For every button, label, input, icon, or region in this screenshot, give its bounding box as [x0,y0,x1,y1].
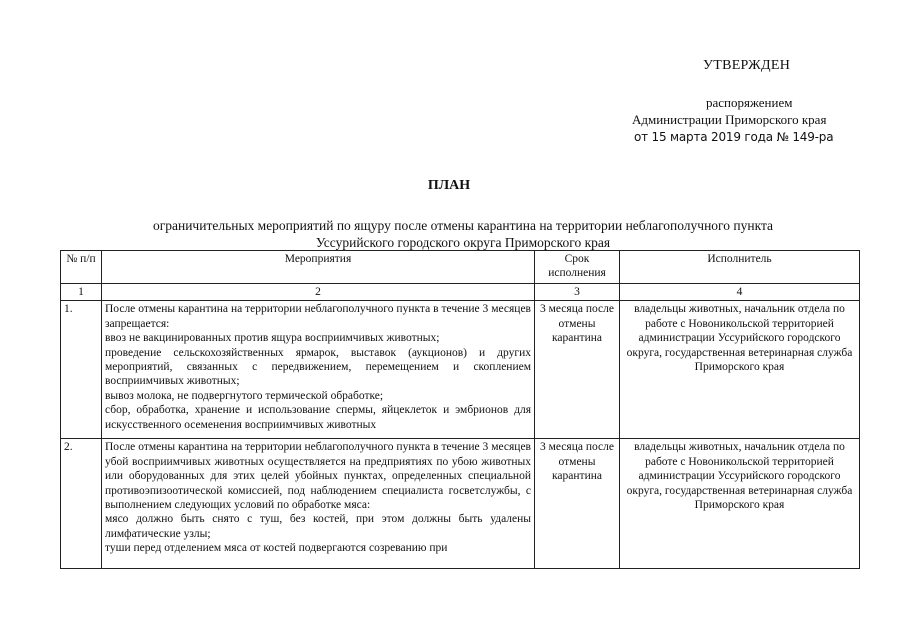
decree-line-1: распоряжением [706,95,793,110]
event-text: ввоз не вакцинированных против ящура восприимчивых животных; [105,332,440,345]
term-text: 3 месяца после отмены карантина [540,441,614,483]
event-text: проведение сельскохозяйственных ярмарок, выставок (аукционов) и других мероприятий, связанных с передвижением, перемещением и скоплением восприимчивых животных; [105,346,531,388]
executor-cell [620,301,860,439]
column-number-cell: 3 [535,284,620,301]
header-cell-executor: Исполнитель [620,251,860,284]
event-text: мясо должно быть снято с туш, без костей, при этом должны быть удалены лимфатические узлы; [105,513,531,540]
decree-line-3: от 15 марта 2019 года № 149-ра [634,130,834,144]
header-cell-term: Срок исполнения [535,251,620,284]
event-cell [102,439,535,569]
term-cell [535,439,620,569]
table-header-row [61,251,860,284]
event-text: вывоз молока, не подвергнутого термической обработке; [105,389,384,402]
row-number: 2. [61,439,102,569]
subtitle-line-2: Уссурийского городского округа Приморского края [315,235,611,250]
document-subtitle [108,217,818,251]
event-text: сбор, обработка, хранение и использование спермы, яйцеклеток и эмбрионов для искусственного осеменения восприимчивых животных [105,404,531,431]
event-text: После отмены карантина на территории неблагополучного пункта в течение 3 месяцев убой восприимчивых животных осуществляется на предприятиях по убою животных или оборудованных для этих целей убойных пунктах, определенных специальной противоэпизоотической комиссией, под наблюдением специалиста госветслужбы, с выполнением следующих условий по обработке мяса: [105,441,531,512]
approval-stamp: УТВЕРЖДЕН [703,58,791,73]
subtitle-line-1: ограничительных мероприятий по ящуру после отмены карантина на территории неблагополучного пункта [152,218,774,233]
header-cell-events: Мероприятия [102,251,535,284]
document-title: ПЛАН [427,178,471,193]
executor-text: владельцы животных, начальник отдела по работе с Новоникольской территорией администрации Уссурийского городского округа, государственная ветеринарная служба Приморского края [626,441,853,512]
term-text: 3 месяца после отмены карантина [540,303,614,345]
term-cell [535,301,620,439]
column-number-cell: 4 [620,284,860,301]
column-number-cell: 1 [61,284,102,301]
executor-text: владельцы животных, начальник отдела по работе с Новоникольской территорией администрации Уссурийского городского округа, государственная ветеринарная служба Приморского края [626,303,853,374]
executor-cell [620,439,860,569]
table-row [61,439,860,569]
table-row [61,301,860,439]
decree-line-2: Администрации Приморского края [632,112,827,127]
column-number-row [61,284,860,301]
header-cell-number: № п/п [61,251,102,284]
event-text: туши перед отделением мяса от костей подвергаются созреванию при [105,542,448,555]
plan-table [60,250,860,569]
event-text: После отмены карантина на территории неблагополучного пункта в течение 3 месяцев запрещается: [105,303,531,330]
row-number: 1. [61,301,102,439]
event-cell [102,301,535,439]
column-number-cell: 2 [102,284,535,301]
